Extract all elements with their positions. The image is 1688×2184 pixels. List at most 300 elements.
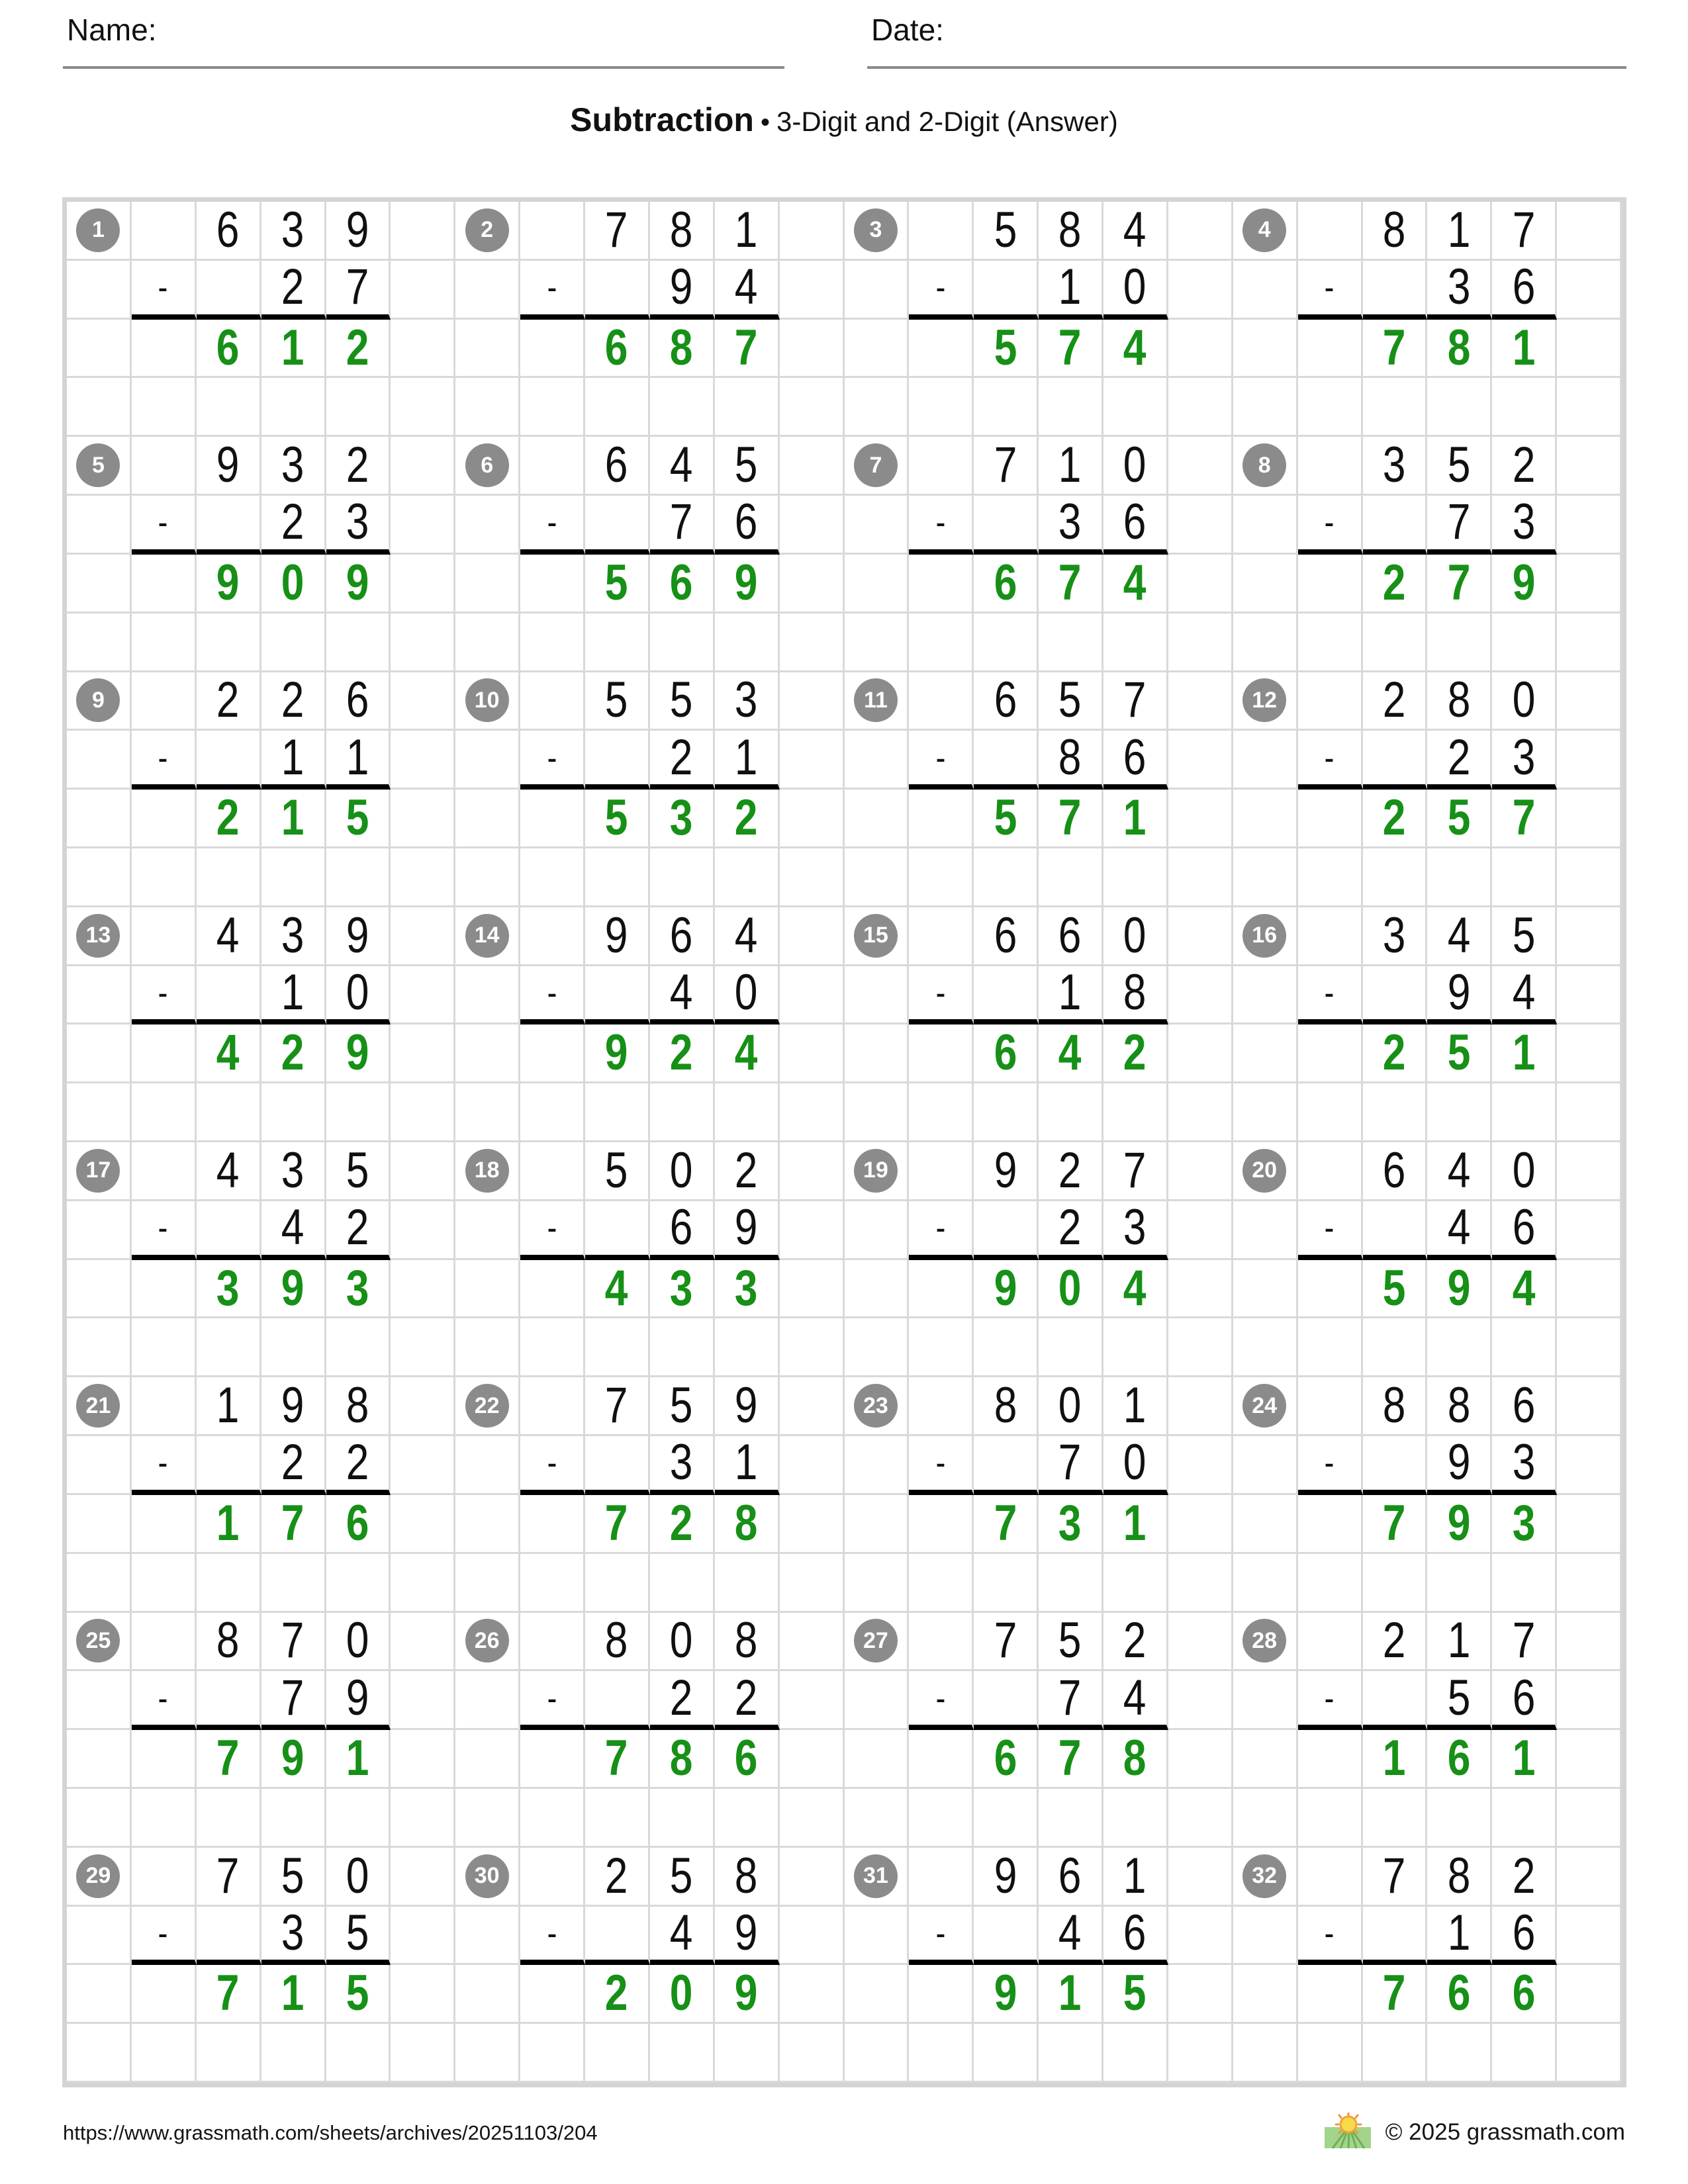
grid-cell [197, 261, 261, 320]
grid-cell [845, 790, 910, 848]
problem-number-badge: 22 [465, 1384, 509, 1428]
grid-cell [845, 1907, 910, 1966]
title-main: Subtraction [570, 101, 754, 138]
minuend-digit [1039, 437, 1103, 496]
answer-digit-glyph: 2 [605, 1965, 628, 2022]
answer-digit-glyph: 7 [1447, 554, 1471, 611]
subtrahend-digit [650, 1671, 715, 1730]
subtrahend-digit-glyph: 6 [1123, 731, 1147, 786]
answer-digit-glyph: 7 [216, 1965, 240, 2022]
minuend-digit-glyph: 8 [605, 1612, 628, 1669]
subtrahend-digit-glyph: 2 [1447, 731, 1471, 786]
grid-cell [132, 437, 197, 496]
grid-cell [391, 496, 455, 555]
minus-sign-glyph: - [158, 1443, 168, 1483]
minus-sign-glyph: - [1324, 1913, 1335, 1953]
answer-digit [1363, 1965, 1428, 2024]
answer-digit-glyph: 9 [346, 554, 369, 611]
grid-cell [780, 1671, 845, 1730]
grid-cell [67, 672, 132, 731]
grid-cell [520, 1318, 585, 1377]
grid-cell [1363, 378, 1428, 437]
grid-cell [780, 1083, 845, 1142]
grid-cell [1298, 2024, 1363, 2083]
minuend-digit-glyph: 0 [669, 1612, 693, 1669]
problem-number-badge: 18 [465, 1149, 509, 1193]
grid-cell [909, 907, 974, 966]
minuend-digit-glyph: 5 [346, 1142, 369, 1199]
minuend-digit [585, 202, 650, 261]
grid-cell [1168, 261, 1233, 320]
minuend-digit-glyph: 4 [734, 907, 758, 964]
grid-cell [391, 1671, 455, 1730]
grid-cell [1492, 1554, 1557, 1613]
minuend-digit-glyph: 4 [1447, 1142, 1471, 1199]
subtrahend-digit-glyph: 4 [1512, 966, 1536, 1021]
answer-digit-glyph: 1 [1123, 1494, 1147, 1551]
grid-cell [974, 1554, 1039, 1613]
minus-sign [909, 731, 974, 790]
answer-digit-glyph: 6 [605, 319, 628, 376]
grid-cell [326, 1083, 391, 1142]
subtrahend-digit-glyph: 4 [281, 1201, 305, 1256]
grid-cell [455, 731, 520, 790]
grid-cell [650, 848, 715, 907]
subtrahend-digit [1427, 731, 1492, 790]
minuend-digit [1039, 1848, 1103, 1907]
grid-cell [1233, 437, 1298, 496]
subtrahend-digit [1039, 1436, 1103, 1495]
minuend-digit-glyph: 8 [1058, 202, 1082, 258]
subtrahend-digit-glyph: 4 [669, 1906, 693, 1961]
answer-digit [715, 1260, 780, 1319]
grid-cell [909, 614, 974, 672]
minuend-digit-glyph: 0 [1123, 907, 1147, 964]
minus-sign-glyph: - [547, 1208, 557, 1248]
grid-cell [845, 1318, 910, 1377]
minuend-digit-glyph: 5 [1447, 437, 1471, 494]
grid-cell [520, 1495, 585, 1554]
minuend-digit-glyph: 8 [1447, 1377, 1471, 1434]
minus-sign [909, 496, 974, 555]
answer-digit-glyph: 6 [1447, 1730, 1471, 1787]
minuend-digit [261, 1142, 326, 1201]
minuend-digit-glyph: 0 [1123, 437, 1147, 494]
minuend-digit [715, 907, 780, 966]
grid-cell [391, 2024, 455, 2083]
grid-cell [261, 614, 326, 672]
answer-digit-glyph: 6 [346, 1494, 369, 1551]
grid-cell [845, 1613, 910, 1672]
grid-cell [909, 1730, 974, 1789]
answer-digit [650, 1965, 715, 2024]
grid-cell [780, 1965, 845, 2024]
grid-cell [1168, 1142, 1233, 1201]
answer-digit-glyph: 2 [216, 790, 240, 846]
grid-cell [391, 1142, 455, 1201]
minuend-digit-glyph: 8 [346, 1377, 369, 1434]
subtrahend-digit-glyph: 9 [1447, 966, 1471, 1021]
minuend-digit-glyph: 7 [216, 1847, 240, 1904]
problem-number-badge: 11 [854, 678, 898, 722]
grid-cell [1168, 1436, 1233, 1495]
problem-number-badge: 28 [1243, 1619, 1286, 1662]
answer-digit [1492, 1730, 1557, 1789]
grid-cell [67, 614, 132, 672]
answer-digit [261, 1260, 326, 1319]
answer-digit-glyph: 7 [216, 1730, 240, 1787]
minuend-digit-glyph: 3 [281, 1142, 305, 1199]
minuend-digit [197, 1848, 261, 1907]
answer-digit-glyph: 5 [994, 319, 1017, 376]
grid-cell [1557, 1495, 1622, 1554]
grid-cell [1492, 1318, 1557, 1377]
grid-cell [391, 1436, 455, 1495]
answer-digit [1363, 320, 1428, 379]
answer-digit-glyph: 7 [1382, 1965, 1406, 2022]
grid-cell [650, 2024, 715, 2083]
answer-digit [197, 1024, 261, 1083]
minuend-digit [197, 437, 261, 496]
minus-sign [1298, 1907, 1363, 1966]
grid-cell [520, 2024, 585, 2083]
minus-sign [909, 261, 974, 320]
subtrahend-digit-glyph: 9 [346, 1671, 369, 1726]
minuend-digit [261, 672, 326, 731]
minuend-digit-glyph: 7 [1512, 1612, 1536, 1669]
answer-digit-glyph: 7 [1382, 319, 1406, 376]
answer-digit-glyph: 9 [994, 1965, 1017, 2022]
answer-digit [1427, 790, 1492, 848]
answer-digit-glyph: 4 [216, 1024, 240, 1081]
minuend-digit [974, 1377, 1039, 1436]
grid-cell [1233, 1201, 1298, 1260]
answer-digit [585, 1260, 650, 1319]
grid-cell [1103, 614, 1168, 672]
grid-cell [780, 320, 845, 379]
minus-sign-glyph: - [935, 267, 946, 308]
subtrahend-digit [715, 496, 780, 555]
grid-cell [1363, 1201, 1428, 1260]
minuend-digit [1363, 907, 1428, 966]
answer-digit-glyph: 9 [281, 1259, 305, 1316]
date-label: Date: [871, 13, 944, 47]
answer-digit [585, 320, 650, 379]
subtrahend-digit-glyph: 3 [346, 496, 369, 551]
answer-digit [197, 555, 261, 614]
minuend-digit [650, 1142, 715, 1201]
grid-cell [391, 1613, 455, 1672]
minuend-digit-glyph: 5 [734, 437, 758, 494]
grid-cell [132, 1142, 197, 1201]
grid-cell [1168, 1083, 1233, 1142]
subtrahend-digit-glyph: 4 [1058, 1906, 1082, 1961]
grid-cell [1168, 202, 1233, 261]
answer-digit [1363, 1260, 1428, 1319]
grid-cell [391, 202, 455, 261]
grid-cell [132, 790, 197, 848]
answer-digit [1103, 1730, 1168, 1789]
grid-cell [1039, 614, 1103, 672]
grid-cell [455, 378, 520, 437]
title-separator: • [760, 108, 770, 137]
grid-cell [1233, 1554, 1298, 1613]
minus-sign-glyph: - [935, 1443, 946, 1483]
grid-cell [780, 790, 845, 848]
grid-cell [585, 1554, 650, 1613]
minuend-digit-glyph: 7 [281, 1612, 305, 1669]
answer-digit-glyph: 5 [1447, 1024, 1471, 1081]
minuend-digit-glyph: 7 [605, 1377, 628, 1434]
grid-cell [67, 731, 132, 790]
grid-cell [909, 1965, 974, 2024]
grid-cell [1363, 261, 1428, 320]
subtrahend-digit-glyph: 1 [1058, 260, 1082, 316]
grid-cell [1168, 378, 1233, 437]
subtrahend-digit-glyph: 9 [669, 260, 693, 316]
subtrahend-digit [1039, 496, 1103, 555]
minus-sign [132, 966, 197, 1025]
grid-cell [391, 320, 455, 379]
subtrahend-digit-glyph: 5 [1447, 1671, 1471, 1726]
grid-cell [974, 966, 1039, 1025]
answer-digit-glyph: 2 [1382, 554, 1406, 611]
answer-digit-glyph: 1 [1123, 790, 1147, 846]
grid-cell [909, 1024, 974, 1083]
minus-sign [909, 966, 974, 1025]
grid-cell [1233, 1907, 1298, 1966]
problem-number-badge: 15 [854, 914, 898, 958]
minus-sign-glyph: - [547, 972, 557, 1013]
grid-cell [1103, 1083, 1168, 1142]
minuend-digit [197, 1142, 261, 1201]
grid-cell [1039, 2024, 1103, 2083]
minuend-digit [261, 437, 326, 496]
grid-cell [1233, 790, 1298, 848]
answer-digit [650, 320, 715, 379]
problem-number-badge: 1 [76, 208, 120, 252]
answer-digit [1363, 555, 1428, 614]
grid-cell [132, 1083, 197, 1142]
minuend-digit [1039, 1377, 1103, 1436]
grid-cell [1492, 378, 1557, 437]
subtrahend-digit [1103, 1671, 1168, 1730]
minuend-digit [1363, 1848, 1428, 1907]
answer-digit-glyph: 3 [1512, 1494, 1536, 1551]
subtrahend-digit [1427, 966, 1492, 1025]
problem-number-badge: 4 [1243, 208, 1286, 252]
minuend-digit [1039, 672, 1103, 731]
grid-cell [67, 1613, 132, 1672]
answer-digit-glyph: 3 [216, 1259, 240, 1316]
answer-digit [326, 320, 391, 379]
answer-digit-glyph: 4 [1123, 319, 1147, 376]
grid-cell [1298, 202, 1363, 261]
grid-cell [1557, 1318, 1622, 1377]
grid-cell [780, 1377, 845, 1436]
answer-digit-glyph: 4 [1512, 1259, 1536, 1316]
grid-cell [132, 555, 197, 614]
grid-cell [780, 848, 845, 907]
grid-cell [1427, 1554, 1492, 1613]
grid-cell [780, 1201, 845, 1260]
answer-digit [1039, 1495, 1103, 1554]
minuend-digit-glyph: 6 [994, 907, 1017, 964]
minus-sign [909, 1907, 974, 1966]
grid-cell [1363, 1789, 1428, 1848]
minuend-digit-glyph: 8 [1382, 202, 1406, 258]
minuend-digit-glyph: 7 [994, 437, 1017, 494]
answer-digit [1039, 790, 1103, 848]
subtrahend-digit [715, 261, 780, 320]
minuend-digit-glyph: 9 [734, 1377, 758, 1434]
subtrahend-digit-glyph: 7 [1058, 1436, 1082, 1491]
grid-cell [520, 437, 585, 496]
grid-cell [520, 1554, 585, 1613]
subtrahend-digit [1103, 966, 1168, 1025]
subtrahend-digit-glyph: 2 [281, 496, 305, 551]
subtrahend-digit-glyph: 9 [734, 1906, 758, 1961]
minuend-digit-glyph: 7 [605, 202, 628, 258]
grid-cell [520, 320, 585, 379]
answer-digit-glyph: 8 [1447, 319, 1471, 376]
minus-sign [1298, 1201, 1363, 1260]
grid-cell [1557, 672, 1622, 731]
grid-cell [650, 1789, 715, 1848]
grid-cell [845, 1730, 910, 1789]
minuend-digit-glyph: 5 [281, 1847, 305, 1904]
answer-digit-glyph: 2 [669, 1024, 693, 1081]
minuend-digit-glyph: 8 [734, 1847, 758, 1904]
minus-sign [909, 1671, 974, 1730]
minus-sign-glyph: - [547, 1443, 557, 1483]
grid-cell [132, 848, 197, 907]
grid-cell [1298, 1495, 1363, 1554]
answer-digit [1427, 1495, 1492, 1554]
grid-cell [845, 378, 910, 437]
subtrahend-digit-glyph: 0 [1123, 1436, 1147, 1491]
answer-digit-glyph: 7 [1058, 554, 1082, 611]
minus-sign-glyph: - [158, 502, 168, 543]
answer-digit-glyph: 9 [1447, 1494, 1471, 1551]
grid-cell [1557, 1554, 1622, 1613]
grid-cell [455, 202, 520, 261]
minuend-digit [326, 1377, 391, 1436]
minuend-digit [1427, 672, 1492, 731]
grid-cell [974, 1318, 1039, 1377]
grid-cell [455, 496, 520, 555]
minuend-digit [326, 1142, 391, 1201]
subtrahend-digit-glyph: 3 [1123, 1201, 1147, 1256]
grid-cell [1557, 1201, 1622, 1260]
answer-digit [1427, 320, 1492, 379]
grid-cell [326, 1789, 391, 1848]
answer-digit-glyph: 3 [346, 1259, 369, 1316]
grid-cell [67, 907, 132, 966]
grid-cell [455, 1201, 520, 1260]
grid-cell [391, 261, 455, 320]
grid-cell [1233, 1671, 1298, 1730]
minuend-digit [585, 672, 650, 731]
grid-cell [1233, 1260, 1298, 1319]
minuend-digit [1363, 1377, 1428, 1436]
answer-digit [261, 555, 326, 614]
grid-cell [455, 790, 520, 848]
minuend-digit-glyph: 0 [346, 1612, 369, 1669]
minus-sign-glyph: - [158, 267, 168, 308]
subtrahend-digit [326, 731, 391, 790]
answer-digit [974, 790, 1039, 848]
subtrahend-digit [1492, 1907, 1557, 1966]
grid-cell [585, 1671, 650, 1730]
grid-cell [780, 1260, 845, 1319]
answer-digit [197, 320, 261, 379]
subtrahend-digit [261, 1907, 326, 1966]
answer-digit [326, 555, 391, 614]
subtrahend-digit [1039, 1907, 1103, 1966]
minuend-digit [585, 1848, 650, 1907]
grid-cell [261, 1789, 326, 1848]
grid-cell [1363, 1436, 1428, 1495]
grid-cell [845, 731, 910, 790]
answer-digit [974, 555, 1039, 614]
grid-cell [132, 672, 197, 731]
grid-cell [67, 1907, 132, 1966]
grid-cell [520, 1260, 585, 1319]
subtrahend-digit-glyph: 6 [734, 496, 758, 551]
minus-sign [132, 1671, 197, 1730]
grid-cell [1039, 1789, 1103, 1848]
answer-digit [261, 790, 326, 848]
problem-number-badge: 13 [76, 914, 120, 958]
answer-digit-glyph: 7 [1058, 790, 1082, 846]
answer-digit-glyph: 6 [994, 1024, 1017, 1081]
grid-cell [1233, 672, 1298, 731]
grid-cell [1298, 1142, 1363, 1201]
subtrahend-digit [1039, 966, 1103, 1025]
answer-digit [326, 1495, 391, 1554]
answer-digit [974, 1965, 1039, 2024]
grid-cell [1557, 555, 1622, 614]
answer-digit-glyph: 8 [734, 1494, 758, 1551]
answer-digit [197, 1965, 261, 2024]
grid-cell [780, 907, 845, 966]
minuend-digit [1103, 672, 1168, 731]
minus-sign [520, 966, 585, 1025]
minuend-digit [1363, 1613, 1428, 1672]
answer-digit-glyph: 9 [1447, 1259, 1471, 1316]
grid-cell [1492, 2024, 1557, 2083]
grid-cell [1557, 1436, 1622, 1495]
minuend-digit [1103, 1377, 1168, 1436]
minuend-digit-glyph: 0 [1512, 1142, 1536, 1199]
answer-digit-glyph: 9 [734, 1965, 758, 2022]
grid-cell [197, 2024, 261, 2083]
answer-digit [715, 1495, 780, 1554]
grid-cell [1103, 1318, 1168, 1377]
minuend-digit-glyph: 2 [1512, 1847, 1536, 1904]
minuend-digit-glyph: 4 [1447, 907, 1471, 964]
grid-cell [391, 1083, 455, 1142]
grid-cell [715, 378, 780, 437]
minuend-digit-glyph: 9 [346, 907, 369, 964]
grid-cell [1427, 1083, 1492, 1142]
answer-digit [326, 1024, 391, 1083]
grid-cell [1233, 1377, 1298, 1436]
minuend-digit-glyph: 2 [734, 1142, 758, 1199]
grid-cell [1298, 1024, 1363, 1083]
answer-digit [1427, 555, 1492, 614]
